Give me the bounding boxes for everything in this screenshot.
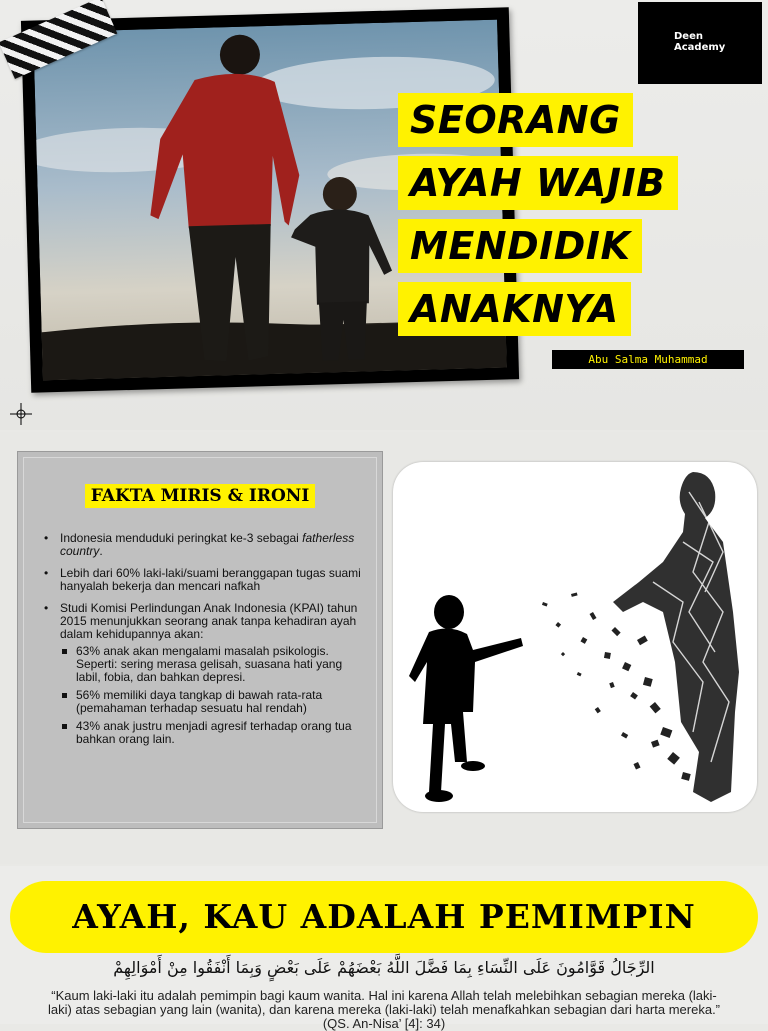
deen-academy-logo	[638, 2, 762, 84]
facts-heading: FAKTA MIRIS & IRONI	[85, 484, 316, 508]
leader-banner	[10, 881, 758, 953]
fact-item-2: • Lebih dari 60% laki-laki/suami beranggapan tugas suami hanyalah bekerja dan mencari nafkah	[42, 567, 370, 593]
facts-panel	[17, 451, 383, 829]
fatherless-illustration	[393, 462, 757, 812]
fact-subitem-1: 63% anak akan mengalami masalah psikologis. Seperti: sering merasa gelisah, suasana hati yang labil, fobia, dan bahkan depresi.	[60, 645, 370, 684]
child-silhouette	[409, 595, 523, 802]
crosshair-icon	[10, 403, 32, 425]
fact-item-3: • Studi Komisi Perlindungan Anak Indonesia (KPAI) tahun 2015 menunjukkan seorang anak tanpa kehadiran ayah dalam kehidupannya akan: 63% anak akan mengalami masalah psikologis. Seperti: sering merasa gelisah, suasana hati yang labil, fobia, dan bahkan depresi. 56% memiliki daya tangkap di bawah rata-rata (pemahaman terhadap sesuatu hal rendah) 43% anak justru menjadi agresif terhadap orang tua bahkan orang lain.	[42, 602, 370, 746]
facts-list	[42, 532, 370, 755]
quran-verse-translation: “Kaum laki-laki itu adalah pemimpin bagi kaum wanita. Hal ini karena Allah telah melebihkan sebagian mereka (laki-laki) atas sebagian yang lain (wanita), dan karena mereka (laki-laki) telah menafkahkan sebagian dari harta mereka.” (QS. An-Nisa’ [4]: 34)	[47, 988, 721, 1031]
facts-section	[0, 432, 768, 864]
leader-title: AYAH, KAU ADALAH PEMIMPIN	[72, 897, 696, 936]
leader-section	[0, 866, 768, 1031]
title-line-1: SEORANG	[398, 93, 633, 147]
fact-subitem-3: 43% anak justru menjadi agresif terhadap orang tua bahkan orang lain.	[60, 720, 370, 746]
title-line-2: AYAH WAJIB	[398, 156, 678, 210]
fact-item-1: • Indonesia menduduki peringkat ke-3 sebagai fatherless country.	[42, 532, 370, 558]
fact-subitem-2: 56% memiliki daya tangkap di bawah rata-rata (pemahaman terhadap sesuatu hal rendah)	[60, 689, 370, 715]
shattered-father-silhouette	[613, 472, 739, 802]
title-line-3: MENDIDIK	[398, 219, 642, 273]
author-label: Abu Salma Muhammad	[552, 350, 744, 369]
logo-line-2: Academy	[674, 42, 726, 53]
quran-verse-arabic: الرِّجَالُ قَوَّامُونَ عَلَى النِّسَاءِ بِمَا فَضَّلَ اللَّهُ بَعْضَهُمْ عَلَى بَعْضٍ وَبِمَا أَنْفَقُوا مِنْ أَمْوَالِهِمْ	[113, 958, 655, 977]
title-line-4: ANAKNYA	[398, 282, 631, 336]
cover-section	[0, 0, 768, 430]
fact-sublist	[60, 645, 370, 746]
logo-line-1: Deen	[674, 31, 703, 42]
